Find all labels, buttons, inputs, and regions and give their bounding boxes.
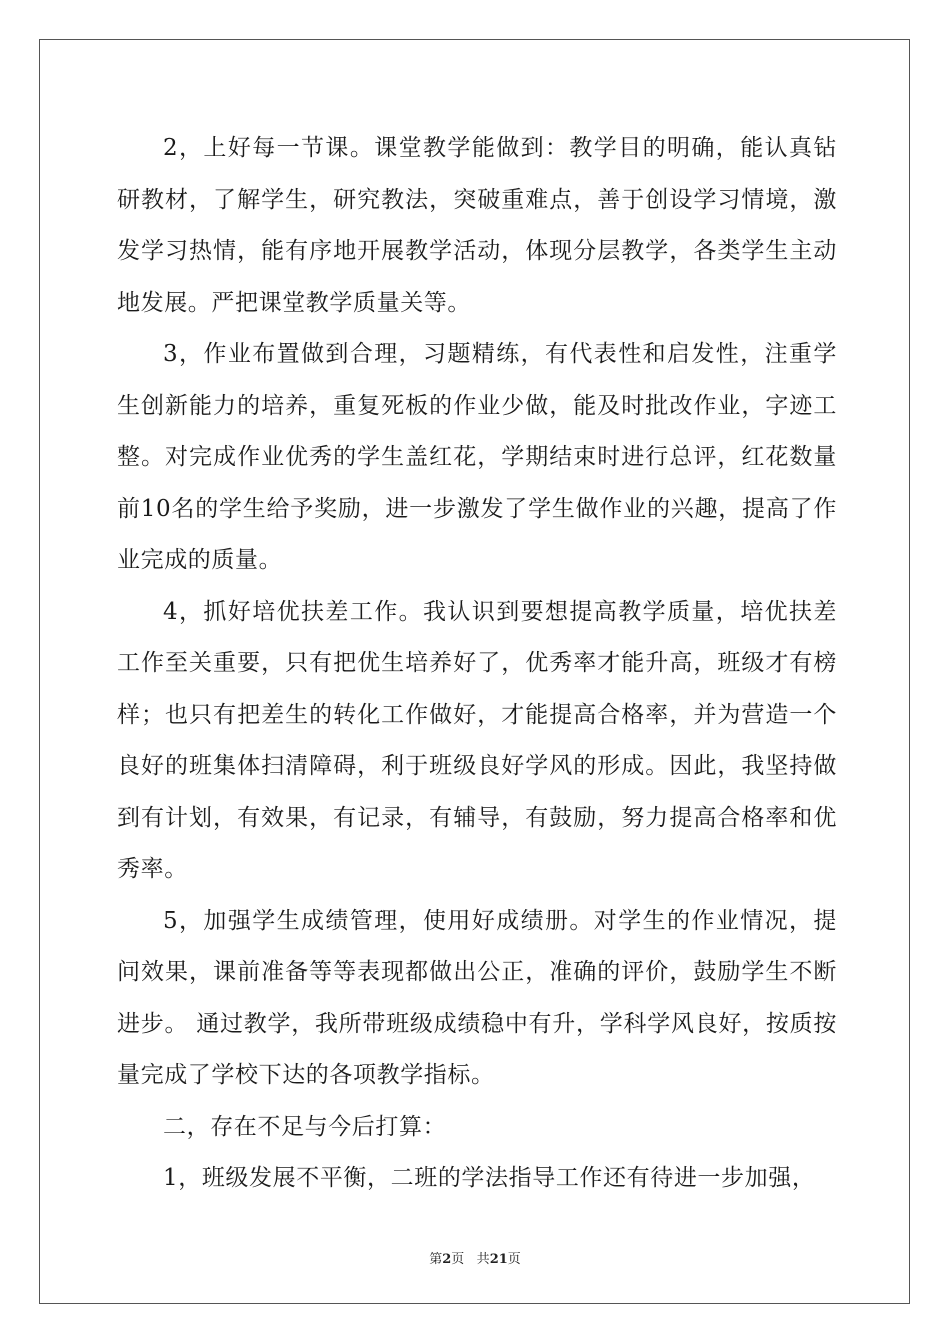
- paragraph-3: 4，抓好培优扶差工作。我认识到要想提高教学质量，培优扶差工作至关重要，只有把优生培养好了，优秀率才能升高，班级才有榜样；也只有把差生的转化工作做好，才能提高合格率，并为营造一个良好的班集体扫清障碍，利于班级良好学风的形成。因此，我坚持做到有计划，有效果，有记录，有辅导，有鼓励，努力提高合格率和优秀率。: [117, 598, 837, 882]
- total-suffix: 页: [507, 1252, 521, 1267]
- paragraph-1: 2，上好每一节课。课堂教学能做到：教学目的明确，能认真钻研教材，了解学生，研究教法，突破重难点，善于创设学习情境，激发学习热情，能有序地开展教学活动，体现分层教学，各类学生主动地发展。严把课堂教学质量关等。: [117, 135, 837, 316]
- page-suffix: 页: [451, 1252, 465, 1267]
- current-page-number: 2: [442, 1252, 452, 1267]
- total-pages-number: 21: [489, 1252, 508, 1267]
- paragraph-4: 5，加强学生成绩管理，使用好成绩册。对学生的作业情况，提问效果，课前准备等等表现都做出公正，准确的评价，鼓励学生不断进步。 通过教学，我所带班级成绩稳中有升，学科学风良好，按质按量完成了学校下达的各项教学指标。: [117, 907, 837, 1088]
- total-prefix: 共: [476, 1252, 490, 1267]
- paragraph-2: 3，作业布置做到合理，习题精练，有代表性和启发性，注重学生创新能力的培养，重复死板的作业少做，能及时批改作业，字迹工整。对完成作业优秀的学生盖红花，学期结束时进行总评，红花数量前10名的学生给予奖励，进一步激发了学生做作业的兴趣，提高了作业完成的质量。: [117, 341, 837, 573]
- page-prefix: 第: [429, 1252, 443, 1267]
- document-body: [117, 123, 837, 1205]
- paragraph-5: 二，存在不足与今后打算：: [163, 1113, 447, 1140]
- page-footer: [0, 1248, 950, 1267]
- paragraph-6: 1，班级发展不平衡，二班的学法指导工作还有待进一步加强，: [163, 1165, 816, 1191]
